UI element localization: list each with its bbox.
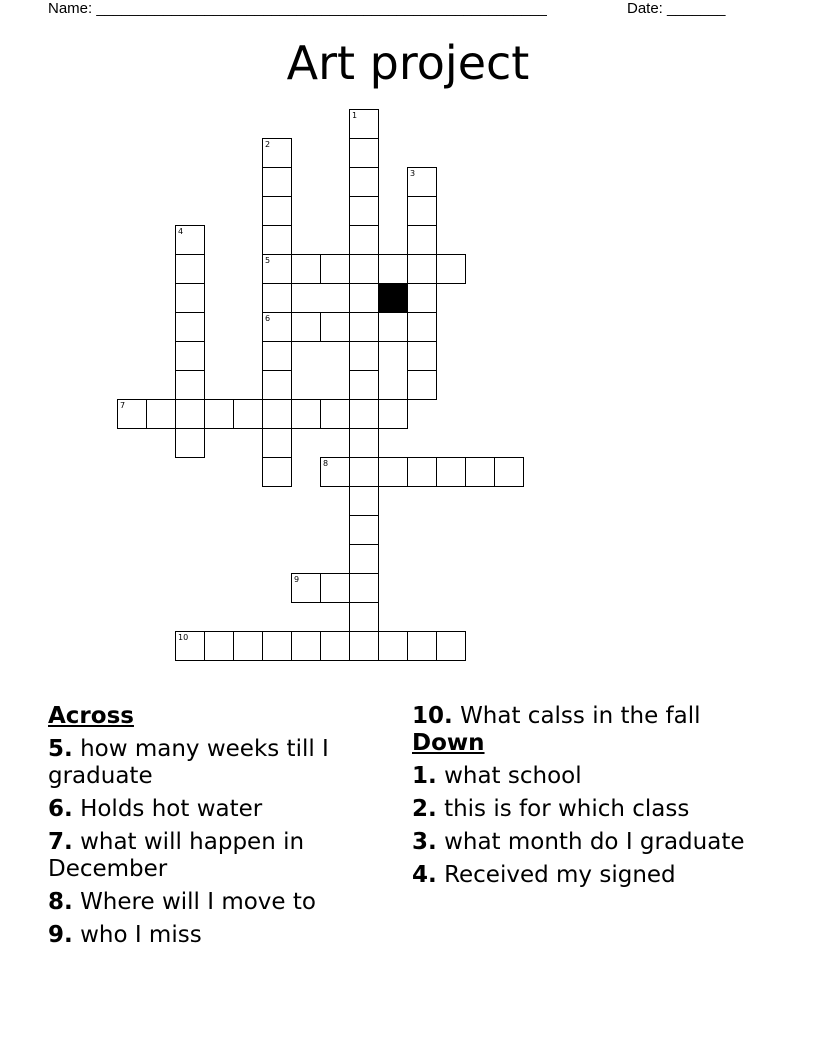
grid-cell[interactable] — [146, 399, 176, 429]
down-heading: Down — [412, 730, 485, 756]
grid-cell[interactable] — [349, 370, 379, 400]
clue-text: Where will I move to — [80, 889, 316, 915]
clue-across-6 — [48, 796, 388, 823]
black-square — [378, 283, 408, 313]
grid-cell[interactable] — [262, 225, 292, 255]
clue-text: how many weeks till I graduate — [48, 736, 329, 789]
grid-cell[interactable] — [378, 399, 408, 429]
clues-right-column — [412, 703, 772, 889]
grid-cell[interactable] — [349, 573, 379, 603]
cell-number: 5 — [265, 256, 271, 265]
cell-number: 7 — [120, 401, 126, 410]
numbered-cell-9[interactable] — [291, 573, 321, 603]
numbered-cell-4[interactable] — [175, 225, 205, 255]
clue-text: what month do I graduate — [444, 829, 745, 855]
grid-cell[interactable] — [349, 486, 379, 516]
grid-cell[interactable] — [494, 457, 524, 487]
grid-cell[interactable] — [291, 254, 321, 284]
grid-cell[interactable] — [175, 254, 205, 284]
cell-number: 8 — [323, 459, 329, 468]
grid-cell[interactable] — [291, 312, 321, 342]
grid-cell[interactable] — [175, 312, 205, 342]
grid-cell[interactable] — [233, 399, 263, 429]
cell-number: 1 — [352, 111, 358, 120]
clue-text: Received my signed — [444, 862, 676, 888]
grid-cell[interactable] — [262, 428, 292, 458]
clue-down-1 — [412, 763, 772, 790]
clue-text: this is for which class — [444, 796, 690, 822]
across-heading: Across — [48, 703, 134, 729]
grid-cell[interactable] — [175, 370, 205, 400]
clue-text: who I miss — [80, 922, 202, 948]
grid-cell[interactable] — [349, 196, 379, 226]
grid-cell[interactable] — [378, 254, 408, 284]
name-field: Name: ______________________________________________________ — [48, 0, 547, 17]
grid-cell[interactable] — [320, 312, 350, 342]
numbered-cell-2[interactable] — [262, 138, 292, 168]
clues-left-column — [48, 703, 388, 949]
grid-cell[interactable] — [262, 631, 292, 661]
clue-down-4 — [412, 862, 772, 889]
grid-cell[interactable] — [407, 341, 437, 371]
grid-cell[interactable] — [175, 283, 205, 313]
clue-number: 10. — [412, 703, 453, 729]
grid-cell[interactable] — [378, 312, 408, 342]
grid-cell[interactable] — [262, 283, 292, 313]
grid-cell[interactable] — [291, 631, 321, 661]
grid-cell[interactable] — [407, 254, 437, 284]
clue-text: what school — [444, 763, 582, 789]
date-field: Date: _______ — [627, 0, 726, 17]
grid-cell[interactable] — [436, 631, 466, 661]
clue-number: 8. — [48, 889, 73, 915]
grid-cell[interactable] — [262, 399, 292, 429]
clue-number: 6. — [48, 796, 73, 822]
clue-across-5 — [48, 736, 388, 790]
numbered-cell-8[interactable] — [320, 457, 350, 487]
clue-down-3 — [412, 829, 772, 856]
grid-cell[interactable] — [407, 312, 437, 342]
grid-cell[interactable] — [349, 254, 379, 284]
grid-cell[interactable] — [262, 457, 292, 487]
grid-cell[interactable] — [349, 515, 379, 545]
clue-text: Holds hot water — [80, 796, 263, 822]
clue-number: 7. — [48, 829, 73, 855]
grid-cell[interactable] — [204, 631, 234, 661]
cell-number: 3 — [410, 169, 416, 178]
clue-text: What calss in the fall — [460, 703, 701, 729]
clue-down-2 — [412, 796, 772, 823]
numbered-cell-10[interactable] — [175, 631, 205, 661]
grid-cell[interactable] — [349, 631, 379, 661]
clue-number: 4. — [412, 862, 437, 888]
clue-number: 3. — [412, 829, 437, 855]
grid-cell[interactable] — [465, 457, 495, 487]
grid-cell[interactable] — [262, 196, 292, 226]
clue-across-7 — [48, 829, 388, 883]
cell-number: 2 — [265, 140, 271, 149]
grid-cell[interactable] — [349, 225, 379, 255]
grid-cell[interactable] — [349, 457, 379, 487]
grid-cell[interactable] — [349, 167, 379, 197]
grid-cell[interactable] — [349, 312, 379, 342]
grid-cell[interactable] — [349, 602, 379, 632]
numbered-cell-1[interactable] — [349, 109, 379, 139]
grid-cell[interactable] — [204, 399, 234, 429]
grid-cell[interactable] — [378, 631, 408, 661]
grid-cell[interactable] — [407, 196, 437, 226]
grid-cell[interactable] — [349, 138, 379, 168]
grid-cell[interactable] — [407, 631, 437, 661]
cell-number: 9 — [294, 575, 300, 584]
clue-across-10 — [412, 703, 772, 730]
clue-text: what will happen in December — [48, 829, 305, 882]
grid-cell[interactable] — [320, 254, 350, 284]
cell-number: 10 — [178, 633, 189, 642]
grid-cell[interactable] — [349, 544, 379, 574]
grid-cell[interactable] — [349, 341, 379, 371]
numbered-cell-3[interactable] — [407, 167, 437, 197]
clue-number: 2. — [412, 796, 437, 822]
grid-cell[interactable] — [291, 399, 321, 429]
grid-cell[interactable] — [436, 457, 466, 487]
grid-cell[interactable] — [349, 399, 379, 429]
clue-number: 9. — [48, 922, 73, 948]
cell-number: 4 — [178, 227, 184, 236]
cell-number: 6 — [265, 314, 271, 323]
numbered-cell-7[interactable] — [117, 399, 147, 429]
clue-number: 5. — [48, 736, 73, 762]
grid-cell[interactable] — [349, 428, 379, 458]
clue-number: 1. — [412, 763, 437, 789]
grid-cell[interactable] — [320, 573, 350, 603]
grid-cell[interactable] — [175, 428, 205, 458]
grid-cell[interactable] — [407, 283, 437, 313]
grid-cell[interactable] — [407, 370, 437, 400]
grid-cell[interactable] — [175, 341, 205, 371]
clue-across-8 — [48, 889, 388, 916]
grid-cell[interactable] — [233, 631, 263, 661]
grid-cell[interactable] — [262, 370, 292, 400]
numbered-cell-5[interactable] — [262, 254, 292, 284]
grid-cell[interactable] — [349, 283, 379, 313]
clue-across-9 — [48, 922, 388, 949]
page-title: Art project — [286, 36, 530, 90]
grid-cell[interactable] — [378, 457, 408, 487]
grid-cell[interactable] — [262, 167, 292, 197]
grid-cell[interactable] — [320, 399, 350, 429]
grid-cell[interactable] — [407, 457, 437, 487]
grid-cell[interactable] — [320, 631, 350, 661]
grid-cell[interactable] — [436, 254, 466, 284]
numbered-cell-6[interactable] — [262, 312, 292, 342]
grid-cell[interactable] — [262, 341, 292, 371]
grid-cell[interactable] — [175, 399, 205, 429]
grid-cell[interactable] — [407, 225, 437, 255]
